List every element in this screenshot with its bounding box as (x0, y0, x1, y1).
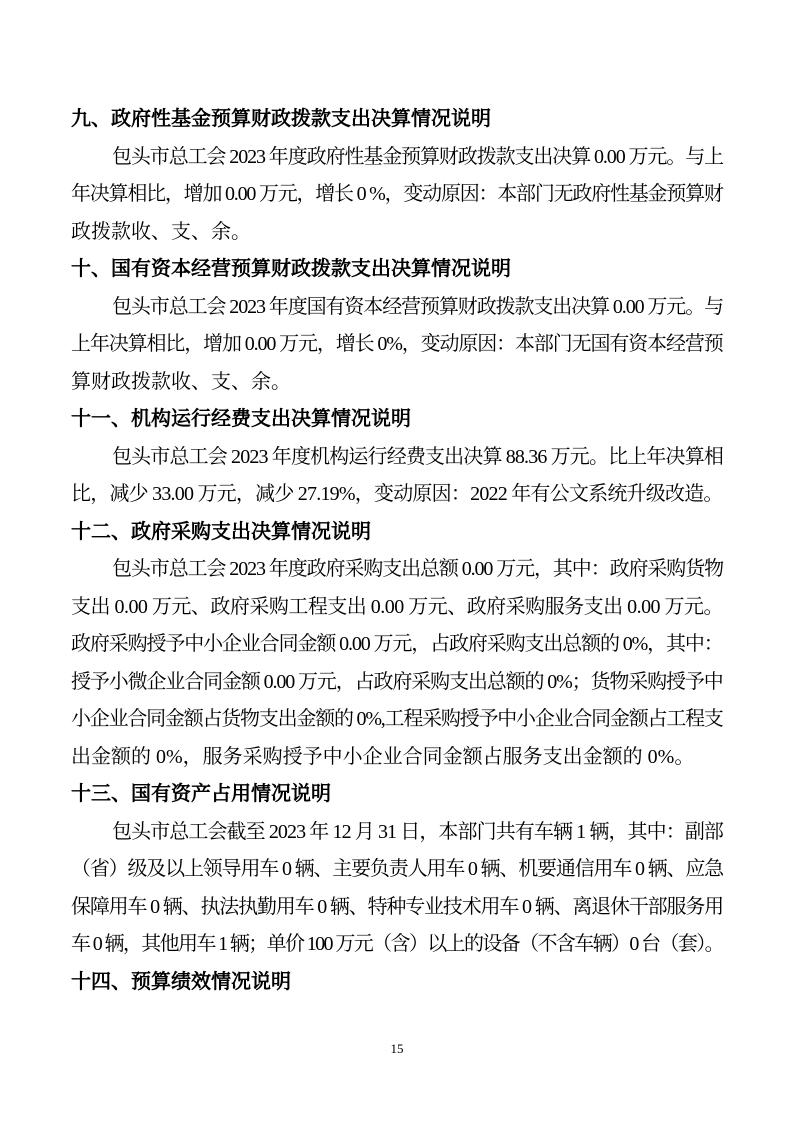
s9-line-2: 年决算相比，增加 0.00 万元，增长 0 %，变动原因：本部门无政府性基金预算财 (71, 183, 723, 205)
s12-line-1: 包头市总工会 2023 年度政府采购支出总额 0.00 万元，其中：政府采购货物 (112, 558, 723, 580)
s10-line-1: 包头市总工会 2023 年度国有资本经营预算财政拨款支出决算 0.00 万元。与 (112, 295, 723, 318)
s13-line-1: 包头市总工会截至 2023 年 12 月 31 日，本部门共有车辆 1 辆，其中：副部 (112, 820, 723, 843)
section-13-state-assets (71, 776, 723, 964)
s12-line-5: 小企业合同金额占货物支出金额的 0%,工程采购授予中小企业合同金额占工程支 (71, 708, 723, 730)
section-14-heading: 十四、预算绩效情况说明 (71, 970, 291, 993)
section-13-heading: 十三、国有资产占用情况说明 (71, 783, 331, 805)
section-12-heading: 十二、政府采购支出决算情况说明 (71, 520, 371, 543)
s13-line-2: （省）级及以上领导用车 0 辆、主要负责人用车 0 辆、机要通信用车 0 辆、应急 (71, 858, 723, 880)
s12-line-3: 政府采购授予中小企业合同金额 0.00 万元，占政府采购支出总额的 0%，其中： (71, 633, 723, 655)
section-9-gov-fund-budget (71, 101, 723, 251)
s12-line-2: 支出 0.00 万元、政府采购工程支出 0.00 万元、政府采购服务支出 0.00 万元。 (71, 595, 724, 618)
s9-line-1: 包头市总工会 2023 年度政府性基金预算财政拨款支出决算 0.00 万元。与上 (112, 145, 723, 168)
section-10-state-capital-budget (71, 251, 723, 401)
page-number: 15 (390, 1041, 404, 1056)
section-10-heading: 十、国有资本经营预算财政拨款支出决算情况说明 (71, 258, 511, 280)
s12-line-6: 出金额的 0%，服务采购授予中小企业合同金额占服务支出金额的 0%。 (71, 745, 695, 768)
section-11-heading: 十一、机构运行经费支出决算情况说明 (71, 408, 411, 430)
s13-line-3: 保障用车 0 辆、执法执勤用车 0 辆、特种专业技术用车 0 辆、离退休干部服务用 (71, 895, 723, 918)
section-12-gov-procurement (71, 514, 723, 777)
s13-line-4: 车 0 辆，其他用车 1 辆；单价 100 万元（含）以上的设备（不含车辆）0 台（套）。 (71, 933, 724, 955)
document-body (71, 101, 723, 1001)
section-11-operating-expenses (71, 401, 723, 514)
s11-line-2: 比，减少 33.00 万元，减少 27.19%，变动原因：2022 年有公文系统升级改造。 (71, 483, 723, 505)
s10-line-3: 算财政拨款收、支、余。 (71, 370, 291, 393)
section-9-heading: 九、政府性基金预算财政拨款支出决算情况说明 (71, 108, 491, 130)
s9-line-3: 政拨款收、支、余。 (71, 220, 251, 243)
s12-line-4: 授予小微企业合同金额 0.00 万元，占政府采购支出总额的 0%；货物采购授予中 (71, 670, 723, 693)
section-14-budget-performance (71, 964, 723, 1002)
s11-line-1: 包头市总工会 2023 年度机构运行经费支出决算 88.36 万元。比上年决算相 (112, 445, 723, 468)
s10-line-2: 上年决算相比，增加 0.00 万元，增长 0%，变动原因：本部门无国有资本经营预 (71, 333, 723, 355)
